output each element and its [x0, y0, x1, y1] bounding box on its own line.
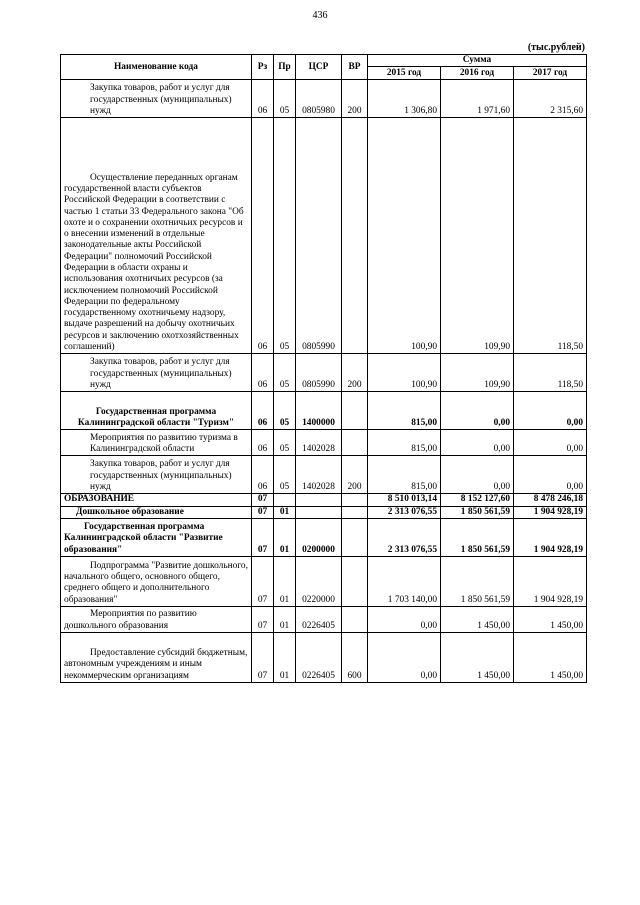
row-csr: 0805980	[296, 80, 342, 118]
row-csr	[296, 506, 342, 518]
row-2016: 0,00	[441, 430, 514, 456]
row-rz: 07	[252, 556, 274, 606]
row-name: Закупка товаров, работ и услуг для государственных (муниципальных) нужд	[90, 83, 232, 116]
row-rz: 06	[252, 456, 274, 494]
row-csr: 0226405	[296, 606, 342, 632]
header-2017: 2017 год	[514, 67, 587, 80]
row-2017: 0,00	[514, 456, 587, 494]
row-2015: 100,90	[368, 118, 441, 354]
header-2015: 2015 год	[368, 67, 441, 80]
table-row	[61, 456, 587, 494]
row-rz: 07	[252, 494, 274, 506]
row-2016: 109,90	[441, 354, 514, 392]
table-row	[61, 80, 587, 118]
row-csr: 0200000	[296, 518, 342, 556]
budget-table	[60, 54, 587, 683]
row-vr: 600	[342, 632, 368, 682]
header-2016: 2016 год	[441, 67, 514, 80]
row-2015: 2 313 076,55	[368, 506, 441, 518]
row-rz: 06	[252, 118, 274, 354]
row-2016: 1 850 561,59	[441, 518, 514, 556]
row-rz: 06	[252, 392, 274, 430]
header-vr: ВР	[342, 55, 368, 80]
row-vr	[342, 430, 368, 456]
row-rz: 06	[252, 354, 274, 392]
row-name: Дошкольное образование	[76, 506, 184, 517]
row-vr	[342, 606, 368, 632]
row-vr	[342, 118, 368, 354]
row-vr	[342, 518, 368, 556]
row-pr: 05	[274, 118, 296, 354]
row-pr: 05	[274, 80, 296, 118]
row-name: Государственная программа Калининградской области "Развитие образования"	[64, 522, 223, 555]
row-2015: 1 703 140,00	[368, 556, 441, 606]
row-2016: 0,00	[441, 456, 514, 494]
table-row	[61, 632, 587, 682]
row-vr: 200	[342, 456, 368, 494]
row-2017: 8 478 246,18	[514, 494, 587, 506]
row-2017: 1 904 928,19	[514, 506, 587, 518]
row-csr: 0226405	[296, 632, 342, 682]
row-vr	[342, 392, 368, 430]
row-2015: 0,00	[368, 606, 441, 632]
row-2016: 0,00	[441, 392, 514, 430]
row-pr: 05	[274, 430, 296, 456]
row-2017: 1 904 928,19	[514, 556, 587, 606]
row-2015: 815,00	[368, 392, 441, 430]
table-row	[61, 430, 587, 456]
row-pr: 05	[274, 354, 296, 392]
row-csr: 1402028	[296, 456, 342, 494]
row-rz: 07	[252, 506, 274, 518]
row-2017: 118,50	[514, 118, 587, 354]
header-name: Наименование кода	[61, 55, 252, 80]
row-pr: 01	[274, 506, 296, 518]
table-row	[61, 556, 587, 606]
row-2017: 0,00	[514, 430, 587, 456]
row-name: Мероприятия по развитию дошкольного образования	[64, 609, 197, 631]
row-rz: 07	[252, 518, 274, 556]
row-2015: 2 313 076,55	[368, 518, 441, 556]
row-2017: 0,00	[514, 392, 587, 430]
row-csr: 0805990	[296, 118, 342, 354]
row-pr: 01	[274, 518, 296, 556]
row-rz: 07	[252, 632, 274, 682]
row-pr: 05	[274, 456, 296, 494]
row-2015: 0,00	[368, 632, 441, 682]
row-csr: 0805990	[296, 354, 342, 392]
page-number: 436	[312, 10, 328, 21]
row-name: Подпрограмма "Развитие дошкольного, начального общего, основного общего, среднего общего и дополнительного образования"	[64, 560, 248, 605]
row-vr	[342, 494, 368, 506]
row-vr: 200	[342, 80, 368, 118]
row-pr: 05	[274, 392, 296, 430]
row-name: ОБРАЗОВАНИЕ	[64, 494, 135, 505]
row-2016: 1 850 561,59	[441, 506, 514, 518]
row-name: Осуществление переданных органам государственной власти субъектов Российской Федерации в соответствии с частью 1 статьи 33 Федерального закона "Об охоте и о сохранении охотничьих ресурсов и о внесении изменений в отдельные законодательные акты Российской Федерации" полномочий Российской Федерации в области охраны и использования охотничьих ресурсов (за исключением полномочий Российской Федерации по федеральному государственному охотничьему надзору, выдаче разрешений на добычу охотничьих ресурсов и заключению охотхозяйственных соглашений)	[64, 172, 244, 352]
row-pr: 01	[274, 556, 296, 606]
row-2017: 1 450,00	[514, 606, 587, 632]
row-rz: 07	[252, 606, 274, 632]
header-csr: ЦСР	[296, 55, 342, 80]
row-2017: 1 904 928,19	[514, 518, 587, 556]
row-vr: 200	[342, 354, 368, 392]
header-pr: Пр	[274, 55, 296, 80]
row-csr: 1402028	[296, 430, 342, 456]
row-csr	[296, 494, 342, 506]
header-rz: Рз	[252, 55, 274, 80]
row-name: Предоставление субсидий бюджетным, автономным учреждениям и иным некоммерческим организациям	[64, 648, 248, 681]
row-csr: 1400000	[296, 392, 342, 430]
row-2015: 8 510 013,14	[368, 494, 441, 506]
row-csr: 0220000	[296, 556, 342, 606]
table-row	[61, 518, 587, 556]
table-row	[61, 606, 587, 632]
row-rz: 06	[252, 430, 274, 456]
table-row	[61, 354, 587, 392]
table-row	[61, 118, 587, 354]
row-name: Мероприятия по развитию туризма в Калининградской области	[90, 432, 238, 454]
row-2015: 1 306,80	[368, 80, 441, 118]
row-rz: 06	[252, 80, 274, 118]
header-sum: Сумма	[368, 55, 587, 67]
row-2015: 815,00	[368, 430, 441, 456]
row-2015: 815,00	[368, 456, 441, 494]
row-2017: 118,50	[514, 354, 587, 392]
row-2016: 109,90	[441, 118, 514, 354]
row-2015: 100,90	[368, 354, 441, 392]
table-row	[61, 392, 587, 430]
row-2016: 8 152 127,60	[441, 494, 514, 506]
row-2016: 1 971,60	[441, 80, 514, 118]
row-name: Закупка товаров, работ и услуг для государственных (муниципальных) нужд	[90, 357, 232, 390]
table-row	[61, 494, 587, 506]
row-vr	[342, 556, 368, 606]
row-2016: 1 450,00	[441, 632, 514, 682]
row-2017: 1 450,00	[514, 632, 587, 682]
row-2016: 1 450,00	[441, 606, 514, 632]
row-name: Закупка товаров, работ и услуг для государственных (муниципальных) нужд	[90, 459, 232, 492]
row-2016: 1 850 561,59	[441, 556, 514, 606]
row-vr	[342, 506, 368, 518]
row-2017: 2 315,60	[514, 80, 587, 118]
table-row	[61, 506, 587, 518]
row-pr: 01	[274, 606, 296, 632]
row-pr: 01	[274, 632, 296, 682]
row-name: Государственная программа Калининградской области "Туризм"	[77, 406, 235, 428]
units-label: (тыс.рублей)	[527, 42, 585, 53]
row-pr	[274, 494, 296, 506]
